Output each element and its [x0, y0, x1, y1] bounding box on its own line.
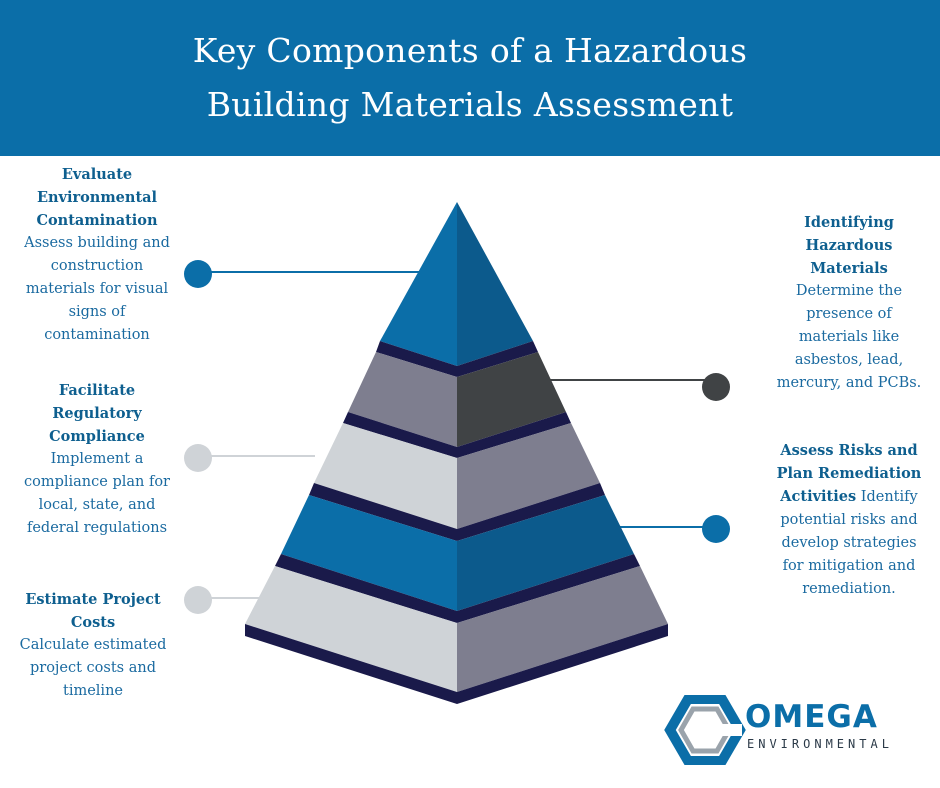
title-line-1: Key Components of a Hazardous	[192, 31, 748, 70]
label-mixed-line	[764, 485, 934, 509]
label-title: Environmental	[36, 189, 158, 206]
pyramid-tier-1-left	[380, 202, 457, 366]
label-title: Materials	[810, 260, 888, 277]
logo-wordmark: OMEGA	[745, 699, 878, 735]
label-desc: contamination	[44, 327, 150, 343]
label-title: Hazardous	[805, 237, 893, 254]
label-title: Estimate Project	[25, 591, 161, 608]
label-desc: Calculate estimated	[19, 637, 167, 653]
label-desc: develop strategies	[781, 535, 917, 551]
label-desc: signs of	[68, 304, 126, 320]
marker-dot-5	[184, 586, 212, 614]
label-desc: local, state, and	[38, 497, 156, 513]
label-desc: federal regulations	[26, 520, 168, 536]
label-desc: Assess building and	[24, 235, 170, 251]
label-title: Identifying	[804, 214, 894, 231]
label-desc: presence of	[806, 306, 892, 322]
label-desc: potential risks and	[780, 512, 918, 528]
label-desc: Implement a	[50, 451, 144, 467]
label-regulatory-compliance	[12, 379, 182, 540]
label-title: Evaluate	[61, 166, 133, 183]
title-line-2: Building Materials Assessment	[206, 85, 734, 124]
label-title: Facilitate	[58, 382, 136, 399]
label-desc: materials for visual	[25, 281, 169, 297]
label-estimate-costs	[8, 588, 178, 703]
label-desc: timeline	[63, 683, 123, 699]
label-assess-risks	[764, 439, 934, 601]
label-desc: project costs and	[29, 660, 156, 676]
label-desc: mercury, and PCBs.	[776, 375, 922, 391]
label-desc: construction	[50, 258, 144, 274]
label-title: Contamination	[36, 212, 158, 229]
label-desc: compliance plan for	[24, 474, 170, 490]
marker-dot-4	[702, 515, 730, 543]
pyramid-tier-1-right	[457, 202, 533, 366]
label-desc: Determine the	[795, 283, 903, 299]
label-title: Assess Risks and	[780, 442, 918, 459]
label-title: Activities	[780, 488, 857, 505]
label-title: Costs	[70, 614, 116, 631]
label-desc: remediation.	[802, 581, 896, 597]
marker-dot-2	[702, 373, 730, 401]
label-desc: Identify	[856, 489, 918, 505]
marker-dot-3	[184, 444, 212, 472]
label-title: Compliance	[49, 428, 145, 445]
marker-dot-1	[184, 260, 212, 288]
label-title: Plan Remediation	[776, 465, 922, 482]
label-desc: asbestos, lead,	[794, 352, 904, 368]
label-evaluate-contamination	[12, 163, 182, 347]
label-identifying-materials	[764, 211, 934, 395]
label-desc: for mitigation and	[782, 558, 916, 574]
hexagon-gap	[720, 724, 742, 736]
label-desc: materials like	[798, 329, 900, 345]
label-title: Regulatory	[52, 405, 142, 422]
logo-subtitle: ENVIRONMENTAL	[747, 737, 893, 751]
